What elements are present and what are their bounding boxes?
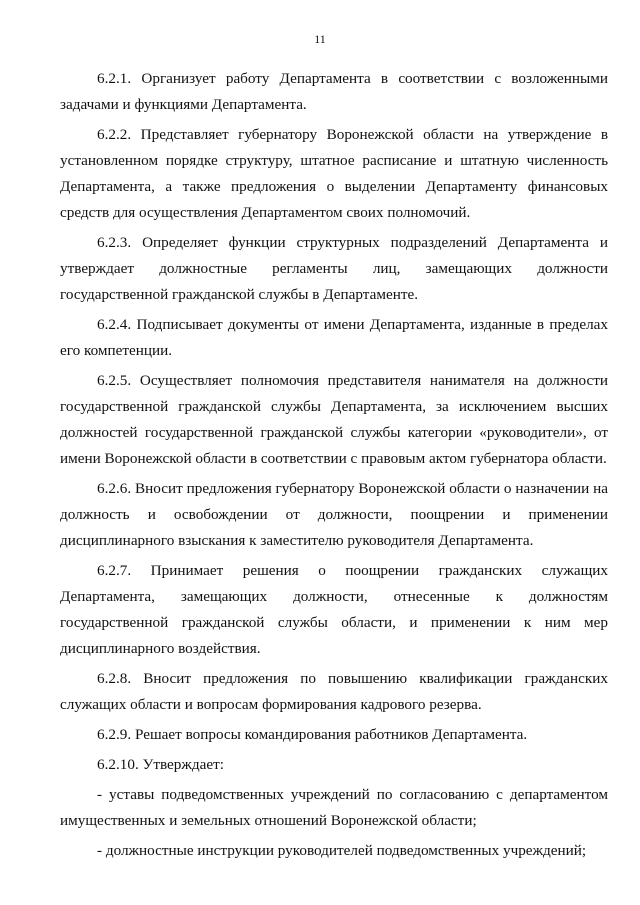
paragraph-6-2-10: 6.2.10. Утверждает:	[97, 756, 224, 773]
paragraph-6-2-8: 6.2.8. Вносит предложения по повышению квалификации гражданских служащих области и вопросам формирования кадрового резерва.	[60, 670, 608, 713]
paragraph-6-2-3: 6.2.3. Определяет функции структурных подразделений Департамента и утверждает должностные регламенты лиц, замещающих должности государственной гражданской службы в Департаменте.	[60, 234, 608, 303]
page-number: 11	[314, 32, 326, 46]
paragraph-6-2-6: 6.2.6. Вносит предложения губернатору Воронежской области о назначении на должность и освобождении от должности, поощрении и применении дисциплинарного взыскания к заместителю руководителя Департамента.	[60, 480, 608, 549]
paragraph-6-2-9: 6.2.9. Решает вопросы командирования работников Департамента.	[97, 726, 528, 743]
document-body	[60, 66, 608, 868]
paragraph-6-2-1: 6.2.1. Организует работу Департамента в соответствии с возложенными задачами и функциями Департамента.	[60, 70, 608, 113]
paragraph-6-2-5: 6.2.5. Осуществляет полномочия представителя нанимателя на должности государственной гражданской службы Департамента, за исключением высших должностей государственной гражданской службы категории «руководители», от имени Воронежской области в соответствии с правовым актом губернатора области.	[60, 372, 608, 467]
paragraph-6-2-2: 6.2.2. Представляет губернатору Воронежской области на утверждение в установленном порядке структуру, штатное расписание и штатную численность Департамента, а также предложения о выделении Департаменту финансовых средств для осуществления Департаментом своих полномочий.	[60, 126, 608, 221]
paragraph-6-2-4: 6.2.4. Подписывает документы от имени Департамента, изданные в пределах его компетенции.	[60, 316, 608, 359]
paragraph-6-2-7: 6.2.7. Принимает решения о поощрении гражданских служащих Департамента, замещающих должности, отнесенные к должностям государственной гражданской службы области, и применении к ним мер дисциплинарного воздействия.	[60, 562, 608, 657]
list-item-charters: - уставы подведомственных учреждений по согласованию с департаментом имущественных и земельных отношений Воронежской области;	[60, 786, 608, 829]
list-item-job-instructions: - должностные инструкции руководителей подведомственных учреждений;	[97, 842, 587, 859]
